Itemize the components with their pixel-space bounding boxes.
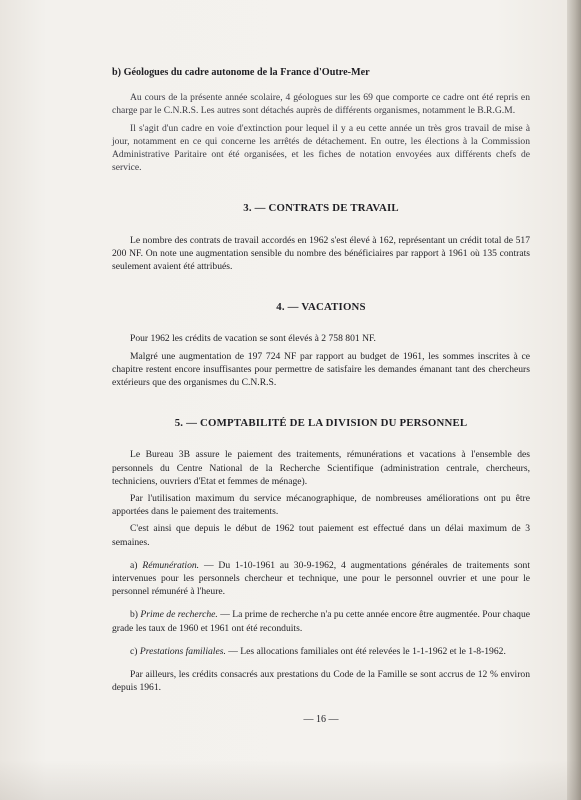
section-5-title: 5. — COMPTABILITÉ DE LA DIVISION DU PERSONNEL: [174, 417, 468, 430]
item-c-text: — Les allocations familiales ont été relevées le 1-1-1962 et le 1-8-1962.: [225, 645, 506, 657]
subsection-b-title: b) Géologues du cadre autonome de la France d'Outre-Mer: [112, 67, 370, 78]
item-b-label: b): [130, 609, 138, 621]
section-5-paragraph-3: C'est ainsi que depuis le début de 1962 tout paiement est effectué dans un délai maximum de 3 semaines.: [112, 523, 530, 548]
item-c-prestations: [112, 645, 530, 658]
section-3-paragraph-1: Le nombre des contrats de travail accordés en 1962 s'est élevé à 162, représentant un crédit total de 517 200 NF. On note une augmentation sensible du nombre des bénéficiaires par rapport à 1961 où 135 contrats seulement avaient été attribués.: [112, 234, 530, 273]
item-b-prime-recherche: [112, 608, 530, 634]
item-b-text: — La prime de recherche n'a pu cette année encore être augmentée. Pour chaque grade les taux de 1960 et 1961 ont été reconduits.: [112, 609, 531, 634]
item-c-label: c): [130, 645, 138, 657]
page-bottom-shadow: [0, 760, 581, 800]
section-5-paragraph-1: Le Bureau 3B assure le paiement des traitements, rémunérations et vacations à l'ensemble des personnels du Centre National de la Recherche Scientifique (administration centrale, chercheurs, techniciens, ouvriers d'Etat et femmes de ménage).: [112, 449, 530, 487]
item-a-text: — Du 1-10-1961 au 30-9-1962, 4 augmentations générales de traitements sont intervenues pour les personnels chercheur et technique, une pour le personnel ouvrier et une pour le personnel rémunéré à l'heure.: [112, 559, 530, 598]
section-5-paragraph-2: Par l'utilisation maximum du service mécanographique, de nombreuses améliorations ont pu être apportées dans le paiement des traitements.: [112, 493, 530, 518]
page-edge-shadow: [567, 0, 581, 800]
section-4-paragraph-2: Malgré une augmentation de 197 724 NF par rapport au budget de 1961, les sommes inscrites à ce chapitre restent encore insuffisantes pour permettre de satisfaire les demandes émanant tant des chercheurs extérieurs que des organismes du C.N.R.S.: [112, 350, 530, 389]
subsection-b-paragraph-1: Au cours de la présente année scolaire, 4 géologues sur les 69 que comporte ce cadre ont été repris en charge par le C.N.R.S. Les autres sont détachés auprès de différents organismes, notamment le B.R.G.M.: [112, 92, 530, 117]
item-c-term: Prestations familiales.: [139, 645, 226, 657]
section-5-paragraph-4: Par ailleurs, les crédits consacrés aux prestations du Code de la Famille se sont accrus de 12 % environ depuis 1961.: [112, 669, 530, 694]
section-4-paragraph-1: Pour 1962 les crédits de vacation se sont élevés à 2 758 801 NF.: [130, 333, 376, 345]
page-number: — 16 —: [303, 713, 339, 725]
section-3-title: 3. — CONTRATS DE TRAVAIL: [243, 202, 399, 215]
item-a-label: a): [130, 559, 138, 571]
item-a-term: Rémunération.: [142, 559, 200, 571]
item-b-term: Prime de recherche.: [140, 609, 218, 621]
subsection-b-paragraph-2: Il s'agit d'un cadre en voie d'extinction pour lequel il y a eu cette année un très gros travail de mise à jour, notamment en ce qui concerne les arrêtés de détachement. En outre, les élections à la Commission Administrative Paritaire ont été organisées, et les fiches de notation envoyées aux différents chefs de service.: [112, 122, 530, 174]
section-4-title: 4. — VACATIONS: [276, 301, 366, 314]
document-body: [112, 60, 530, 726]
item-a-remuneration: [112, 559, 530, 599]
